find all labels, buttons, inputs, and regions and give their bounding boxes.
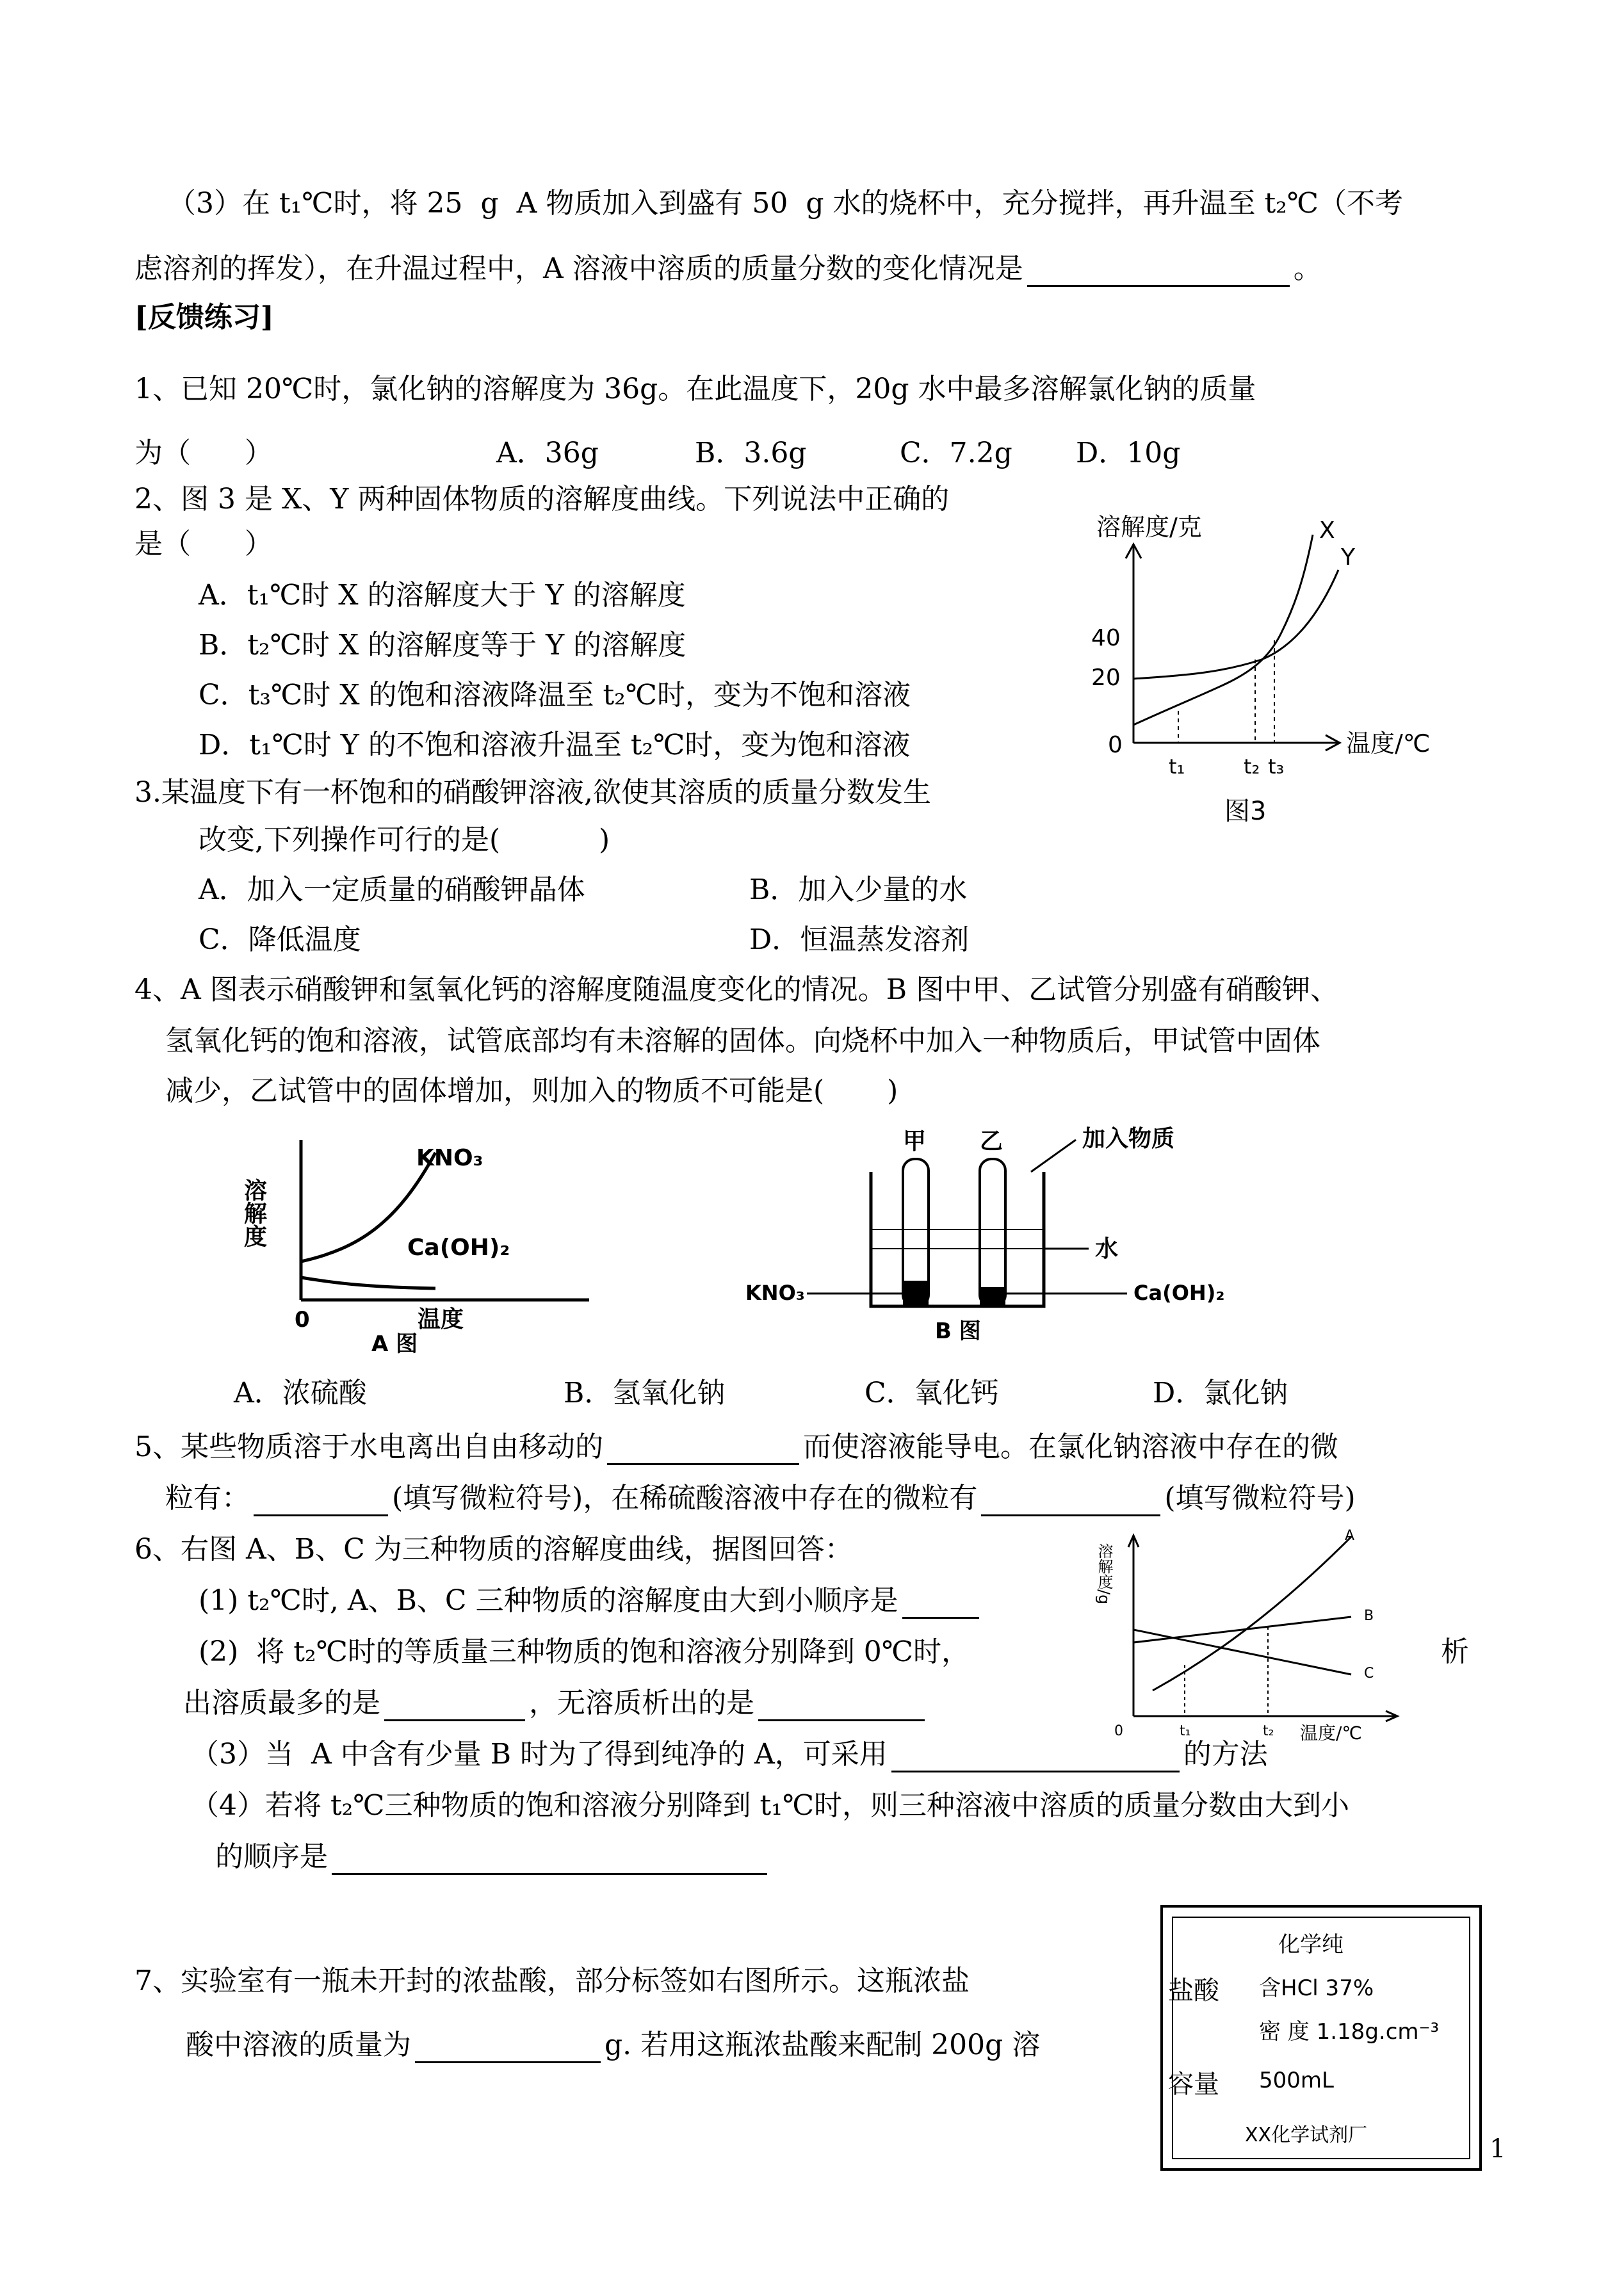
fig3-series-y: Y: [1341, 544, 1355, 571]
q4-option-d: D．氯化钠: [1153, 1377, 1288, 1409]
q6-part2-mid: ，无溶质析出的是: [529, 1687, 754, 1719]
intro-q3-line2-text: 虑溶剂的挥发），在升温过程中，A 溶液中溶质的质量分数的变化情况是: [134, 252, 1023, 285]
q7-line2-tail: g. 若用这瓶浓盐酸来配制 200g 溶: [605, 2029, 1041, 2061]
fig6-xlabel: 温度/℃: [1300, 1723, 1362, 1744]
q4-line1: 4、A 图表示硝酸钾和氢氧化钙的溶解度随温度变化的情况。B 图中甲、乙试管分别盛有硝酸钾、: [134, 973, 1339, 1006]
reagent-label: [1160, 1905, 1482, 2171]
q5-line2-tail: (填写微粒符号): [1164, 1482, 1356, 1514]
reagent-label-density: 密 度 1.18g.cm⁻³: [1259, 2019, 1440, 2045]
q6-part2: (2) 将 t₂℃时的等质量三种物质的饱和溶液分别降到 0℃时，: [199, 1635, 970, 1668]
fig3-xlabel: 温度/℃: [1346, 729, 1431, 758]
q4-option-a: A．浓硫酸: [234, 1377, 367, 1409]
q6-part4-text: 的顺序是: [215, 1840, 328, 1873]
figA-origin: 0: [295, 1307, 310, 1333]
figB-added: 加入物质: [1082, 1126, 1175, 1152]
figB-left-label: KNO₃: [745, 1281, 805, 1305]
answer-blank[interactable]: [758, 1691, 925, 1721]
fig6-xtick-t2: t₂: [1263, 1723, 1274, 1739]
q1-line1: 1、已知 20℃时，氯化钠的溶解度为 36g。在此温度下，20g 水中最多溶解氯化钠的质量: [134, 373, 1256, 405]
section-title: [反馈练习]: [134, 301, 274, 334]
fig3-xtick-t1: t₁: [1169, 754, 1185, 779]
answer-blank[interactable]: [415, 2033, 601, 2063]
q2-option-c: C．t₃℃时 X 的饱和溶液降温至 t₂℃时，变为不饱和溶液: [199, 679, 911, 711]
fig6-origin: 0: [1114, 1723, 1123, 1739]
q1-option-c: C．7.2g: [900, 437, 1012, 469]
q1-option-a: A．36g: [496, 437, 599, 469]
q6-line1: 6、右图 A、B、C 为三种物质的溶解度曲线，据图回答：: [134, 1533, 853, 1566]
fig3-ytick-40: 40: [1091, 625, 1121, 651]
fig3-ylabel: 溶解度/克: [1096, 513, 1202, 541]
q6-part1: [199, 1583, 983, 1619]
q6-part4: （4）若将 t₂℃三种物质的饱和溶液分别降到 t₁℃时，则三种溶液中溶质的质量分数由大到小: [191, 1789, 1350, 1822]
figB-right-label: Ca(OH)₂: [1133, 1281, 1225, 1305]
q3-option-b: B．加入少量的水: [749, 873, 968, 906]
page-number: 1: [1490, 2134, 1506, 2164]
figB-water: 水: [1095, 1236, 1119, 1262]
figA-caption: A 图: [371, 1331, 418, 1357]
q3-line2: 改变,下列操作可行的是( ): [199, 823, 610, 856]
q2-option-d: D．t₁℃时 Y 的不饱和溶液升温至 t₂℃时，变为饱和溶液: [199, 729, 911, 761]
fig3-xtick-t2: t₂: [1244, 754, 1260, 779]
q5-line1: [134, 1429, 1338, 1465]
q7-line2: [186, 2027, 1040, 2063]
figA-series-kno3: KNO₃: [416, 1145, 483, 1171]
q6-part3-tail: 的方法: [1183, 1738, 1268, 1771]
q6-part3-text: （3）当 A 中含有少量 B 时为了得到纯净的 A，可采用: [191, 1738, 888, 1771]
q5-line2-mid: (填写微粒符号)，在稀硫酸溶液中存在的微粒有: [392, 1482, 978, 1514]
q2-option-a: A．t₁℃时 X 的溶解度大于 Y 的溶解度: [199, 579, 686, 612]
q6-part1-text: (1) t₂℃时, A、B、C 三种物质的溶解度由大到小顺序是: [199, 1584, 898, 1617]
fig6-series-c: C: [1364, 1666, 1374, 1682]
fig6-series-a: A: [1345, 1528, 1355, 1544]
q6-part2-end: 析: [1441, 1635, 1469, 1668]
intro-q3-line2: [134, 251, 1322, 287]
figA-curve-caoh2: [301, 1277, 435, 1288]
fig3-curve-x: [1133, 535, 1313, 725]
q5-line1-text: 5、某些物质溶于水电离出自由移动的: [134, 1431, 603, 1463]
fig3-xtick-t3: t₃: [1268, 754, 1285, 779]
intro-q3-line2-end: 。: [1293, 252, 1322, 285]
answer-blank[interactable]: [1027, 257, 1290, 287]
q6-part2-text: 出溶质最多的是: [183, 1687, 380, 1719]
q5-line2: [165, 1480, 1356, 1516]
answer-blank[interactable]: [254, 1486, 388, 1516]
q2-line2: 是（ ）: [134, 528, 273, 560]
q4-line3: 减少，乙试管中的固体增加，则加入的物质不可能是( ): [165, 1075, 898, 1107]
answer-blank[interactable]: [981, 1486, 1160, 1516]
fig3-origin: 0: [1108, 732, 1123, 758]
answer-blank[interactable]: [902, 1589, 979, 1619]
reagent-label-volume: 500mL: [1259, 2068, 1334, 2093]
fig6-curve-c: [1133, 1630, 1351, 1675]
q6-part4-line2: [215, 1839, 771, 1875]
figA-xlabel: 温度: [418, 1306, 464, 1333]
q3-option-c: C．降低温度: [199, 923, 361, 956]
reagent-label-content: 含HCl 37%: [1259, 1975, 1374, 2001]
figA-ylabel: 溶解度: [240, 1178, 267, 1247]
fig3-caption: 图3: [1224, 797, 1267, 826]
q7-line2-text: 酸中溶液的质量为: [186, 2029, 411, 2061]
fig6-xtick-t1: t₁: [1180, 1723, 1191, 1739]
figure-b-beaker: [743, 1121, 1294, 1358]
q4-line2: 氢氧化钙的饱和溶液，试管底部均有未溶解的固体。向烧杯中加入一种物质后，甲试管中固体: [165, 1025, 1320, 1057]
reagent-label-title: 化学纯: [1278, 1932, 1344, 1958]
q3-option-d: D．恒温蒸发溶剂: [749, 923, 970, 956]
reagent-label-maker: XX化学试剂厂: [1245, 2124, 1368, 2146]
figA-series-caoh2: Ca(OH)₂: [407, 1235, 510, 1261]
q1-option-d: D．10g: [1076, 437, 1181, 469]
fig3-curve-y: [1133, 570, 1338, 679]
figure-a-solubility-chart: [240, 1127, 602, 1358]
fig3-ytick-20: 20: [1091, 665, 1121, 691]
figure-3-solubility-chart: [1082, 499, 1431, 845]
q5-line2-text: 粒有：: [165, 1482, 250, 1514]
figB-caption: B 图: [935, 1318, 981, 1344]
answer-blank[interactable]: [384, 1691, 525, 1721]
q3-option-a: A．加入一定质量的硝酸钾晶体: [199, 873, 585, 906]
fig6-series-b: B: [1364, 1608, 1374, 1624]
figB-tube2: 乙: [980, 1128, 1003, 1155]
q5-line1-tail: 而使溶液能导电。在氯化钠溶液中存在的微: [803, 1431, 1338, 1463]
answer-blank[interactable]: [332, 1845, 767, 1875]
fig6-curve-b: [1133, 1617, 1351, 1642]
reagent-label-volume-label: 容量: [1168, 2070, 1219, 2099]
intro-q3-line1: （3）在 t₁℃时，将 25 g A 物质加入到盛有 50 g 水的烧杯中，充分搅拌，再升温至 t₂℃（不考: [168, 187, 1403, 220]
fig3-series-x: X: [1319, 517, 1335, 544]
q2-option-b: B．t₂℃时 X 的溶解度等于 Y 的溶解度: [199, 629, 686, 661]
figB-tube1: 甲: [903, 1128, 927, 1155]
fig6-ylabel: 溶解度/g: [1095, 1543, 1113, 1605]
reagent-label-name: 盐酸: [1168, 1976, 1219, 2006]
answer-blank[interactable]: [607, 1435, 799, 1465]
q1-option-b: B．3.6g: [695, 437, 807, 469]
q3-line1: 3.某温度下有一杯饱和的硝酸钾溶液,欲使其溶质的质量分数发生: [134, 776, 931, 809]
figure-abc-solubility-chart: [1095, 1524, 1428, 1755]
q7-line1: 7、实验室有一瓶未开封的浓盐酸，部分标签如右图所示。这瓶浓盐: [134, 1965, 970, 1997]
q4-option-b: B．氢氧化钠: [564, 1377, 726, 1409]
q1-line2: 为（ ）: [134, 437, 273, 469]
q4-option-c: C．氧化钙: [865, 1377, 999, 1409]
q2-line1: 2、图 3 是 X、Y 两种固体物质的溶解度曲线。下列说法中正确的: [134, 483, 950, 515]
q6-part2-line2: [183, 1685, 929, 1721]
